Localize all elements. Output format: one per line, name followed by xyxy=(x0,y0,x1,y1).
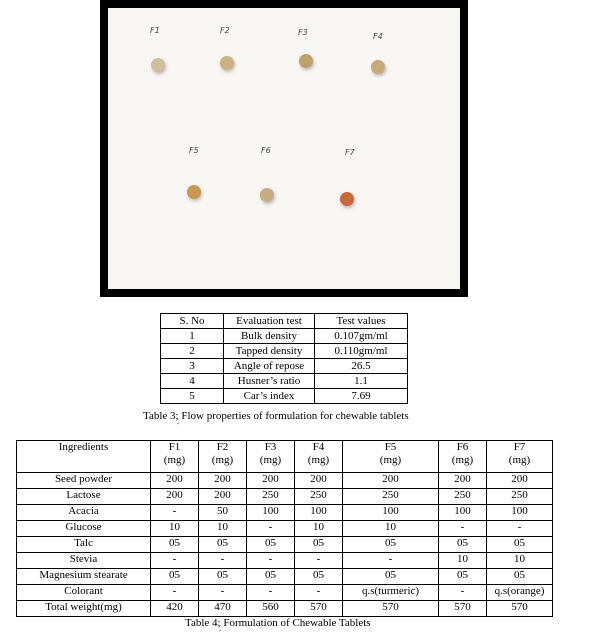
table-cell: Seed powder xyxy=(17,473,151,489)
table-cell: Stevia xyxy=(17,553,151,569)
table-cell: - xyxy=(439,521,487,537)
table-row xyxy=(17,473,553,489)
caption-separator: ; xyxy=(217,617,221,629)
table-cell: Lactose xyxy=(17,489,151,505)
table-cell: q.s(orange) xyxy=(487,585,553,601)
column-header xyxy=(17,441,151,473)
table-cell: 100 xyxy=(247,505,295,521)
header-name: F6 xyxy=(456,441,469,453)
tablets-photo xyxy=(100,0,468,297)
table-cell: 200 xyxy=(199,489,247,505)
table-cell: 05 xyxy=(247,569,295,585)
table-row xyxy=(161,344,408,359)
caption-number: 4 xyxy=(212,617,218,629)
table-cell: 05 xyxy=(295,569,343,585)
table-cell: 570 xyxy=(343,601,439,617)
table-cell: 50 xyxy=(199,505,247,521)
photo-background xyxy=(108,8,460,289)
table-cell: 200 xyxy=(487,473,553,489)
table-cell: 05 xyxy=(151,537,199,553)
header-name: F7 xyxy=(513,441,526,453)
table-cell: 200 xyxy=(151,489,199,505)
table-cell: 100 xyxy=(439,505,487,521)
table-header-row xyxy=(17,441,553,473)
table-cell: 470 xyxy=(199,601,247,617)
tablet-label-f4: F4 xyxy=(373,32,383,41)
table-cell: 420 xyxy=(151,601,199,617)
table-row xyxy=(17,553,553,569)
table-cell: 05 xyxy=(487,569,553,585)
table-cell: q.s(turmeric) xyxy=(343,585,439,601)
tablet-f3 xyxy=(299,54,313,68)
formulation-table-body xyxy=(17,473,553,617)
table-row xyxy=(17,601,553,617)
tablet-label-f2: F2 xyxy=(220,26,230,35)
table-cell: 1 xyxy=(161,329,224,344)
table-row xyxy=(17,505,553,521)
tablet-f1 xyxy=(151,58,165,72)
header-unit: (mg) xyxy=(163,454,186,466)
table-cell: 200 xyxy=(151,473,199,489)
tablet-label-f1: F1 xyxy=(150,26,160,35)
table-cell: - xyxy=(487,521,553,537)
table-cell: - xyxy=(151,505,199,521)
table-cell: 0.107gm/ml xyxy=(315,329,408,344)
table-cell: 3 xyxy=(161,359,224,374)
table-cell: - xyxy=(247,553,295,569)
table-cell: 05 xyxy=(199,537,247,553)
column-header xyxy=(295,441,343,473)
column-header xyxy=(487,441,553,473)
table-cell: Magnesium stearate xyxy=(17,569,151,585)
table-cell: - xyxy=(247,521,295,537)
table-cell: Acacia xyxy=(17,505,151,521)
table-cell: 05 xyxy=(247,537,295,553)
table-cell: Total weight(mg) xyxy=(17,601,151,617)
table-cell: 250 xyxy=(295,489,343,505)
tablet-f7 xyxy=(340,192,354,206)
table-row xyxy=(161,389,408,404)
table-cell: 560 xyxy=(247,601,295,617)
column-header xyxy=(439,441,487,473)
table-cell: 250 xyxy=(439,489,487,505)
table-cell: 05 xyxy=(295,537,343,553)
tablet-f2 xyxy=(220,56,234,70)
table-cell: Colorant xyxy=(17,585,151,601)
table-cell: 100 xyxy=(343,505,439,521)
header-name: F2 xyxy=(216,441,229,453)
header-name: F1 xyxy=(168,441,181,453)
table-cell: 250 xyxy=(343,489,439,505)
table-cell: 10 xyxy=(343,521,439,537)
tablet-label-f3: F3 xyxy=(298,28,308,37)
table-cell: 100 xyxy=(487,505,553,521)
column-header xyxy=(199,441,247,473)
table-cell: 05 xyxy=(343,569,439,585)
tablet-label-f7: F7 xyxy=(345,148,355,157)
table-cell: 5 xyxy=(161,389,224,404)
table-cell: - xyxy=(151,585,199,601)
table-cell: 05 xyxy=(199,569,247,585)
table-row xyxy=(17,537,553,553)
table-cell: - xyxy=(247,585,295,601)
header-name: Ingredients xyxy=(58,441,109,453)
table-cell: 570 xyxy=(295,601,343,617)
header-unit: (mg) xyxy=(307,454,330,466)
table-cell: 26.5 xyxy=(315,359,408,374)
formulation-table xyxy=(16,440,553,617)
table-row xyxy=(161,374,408,389)
table-cell: 10 xyxy=(439,553,487,569)
column-header: Test values xyxy=(315,314,408,329)
table-cell: Husner’s ratio xyxy=(224,374,315,389)
table-row xyxy=(17,569,553,585)
table-cell: 200 xyxy=(247,473,295,489)
header-unit: (mg) xyxy=(259,454,282,466)
caption-separator: ; xyxy=(175,410,179,422)
table-cell: 10 xyxy=(199,521,247,537)
table-cell: Car’s index xyxy=(224,389,315,404)
tablet-f5 xyxy=(187,185,201,199)
header-unit: (mg) xyxy=(379,454,402,466)
table-row xyxy=(17,521,553,537)
table-cell: - xyxy=(151,553,199,569)
table-cell: 05 xyxy=(487,537,553,553)
table-row xyxy=(17,585,553,601)
table-row xyxy=(161,329,408,344)
table-cell: 05 xyxy=(439,537,487,553)
table-cell: - xyxy=(439,585,487,601)
tablet-f4 xyxy=(371,60,385,74)
table-cell: 100 xyxy=(295,505,343,521)
tablet-label-f5: F5 xyxy=(189,146,199,155)
table-cell: 250 xyxy=(487,489,553,505)
header-unit: (mg) xyxy=(508,454,531,466)
table-cell: 570 xyxy=(439,601,487,617)
table-cell: 200 xyxy=(199,473,247,489)
column-header: Evaluation test xyxy=(224,314,315,329)
table-row xyxy=(161,359,408,374)
table-cell: 0.110gm/ml xyxy=(315,344,408,359)
table-header-row xyxy=(161,314,408,329)
table-cell: 570 xyxy=(487,601,553,617)
table-cell: - xyxy=(295,585,343,601)
table-cell: 05 xyxy=(439,569,487,585)
table-cell: - xyxy=(343,553,439,569)
table-cell: 200 xyxy=(343,473,439,489)
header-name: F3 xyxy=(264,441,277,453)
table-cell: - xyxy=(199,553,247,569)
table-4-caption xyxy=(185,617,371,629)
table-cell: - xyxy=(295,553,343,569)
caption-number: 3 xyxy=(170,410,176,422)
table-cell: 200 xyxy=(439,473,487,489)
header-name: F4 xyxy=(312,441,325,453)
header-unit: (mg) xyxy=(451,454,474,466)
tablet-label-f6: F6 xyxy=(261,146,271,155)
table-cell: Talc xyxy=(17,537,151,553)
caption-text: Flow properties of formulation for chewable tablets xyxy=(178,410,409,422)
flow-properties-table xyxy=(160,313,408,404)
table-cell: Glucose xyxy=(17,521,151,537)
column-header xyxy=(343,441,439,473)
table-cell: 2 xyxy=(161,344,224,359)
caption-text: Formulation of Chewable Tablets xyxy=(220,617,371,629)
table-cell: Bulk density xyxy=(224,329,315,344)
table-cell: 200 xyxy=(295,473,343,489)
caption-prefix: Table xyxy=(143,410,171,422)
table-cell: 05 xyxy=(343,537,439,553)
table-cell: 10 xyxy=(487,553,553,569)
table-cell: 10 xyxy=(295,521,343,537)
table-cell: 1.1 xyxy=(315,374,408,389)
header-name: F5 xyxy=(384,441,397,453)
caption-prefix: Table xyxy=(185,617,213,629)
table-cell: 05 xyxy=(151,569,199,585)
table-cell: 250 xyxy=(247,489,295,505)
table-cell: Tapped density xyxy=(224,344,315,359)
table-cell: 10 xyxy=(151,521,199,537)
table-row xyxy=(17,489,553,505)
table-cell: Angle of repose xyxy=(224,359,315,374)
table-cell: 4 xyxy=(161,374,224,389)
table-cell: - xyxy=(199,585,247,601)
header-unit: (mg) xyxy=(211,454,234,466)
column-header xyxy=(247,441,295,473)
column-header: S. No xyxy=(161,314,224,329)
table-cell: 7.69 xyxy=(315,389,408,404)
column-header xyxy=(151,441,199,473)
tablet-f6 xyxy=(260,188,274,202)
table-3-caption xyxy=(143,410,409,422)
